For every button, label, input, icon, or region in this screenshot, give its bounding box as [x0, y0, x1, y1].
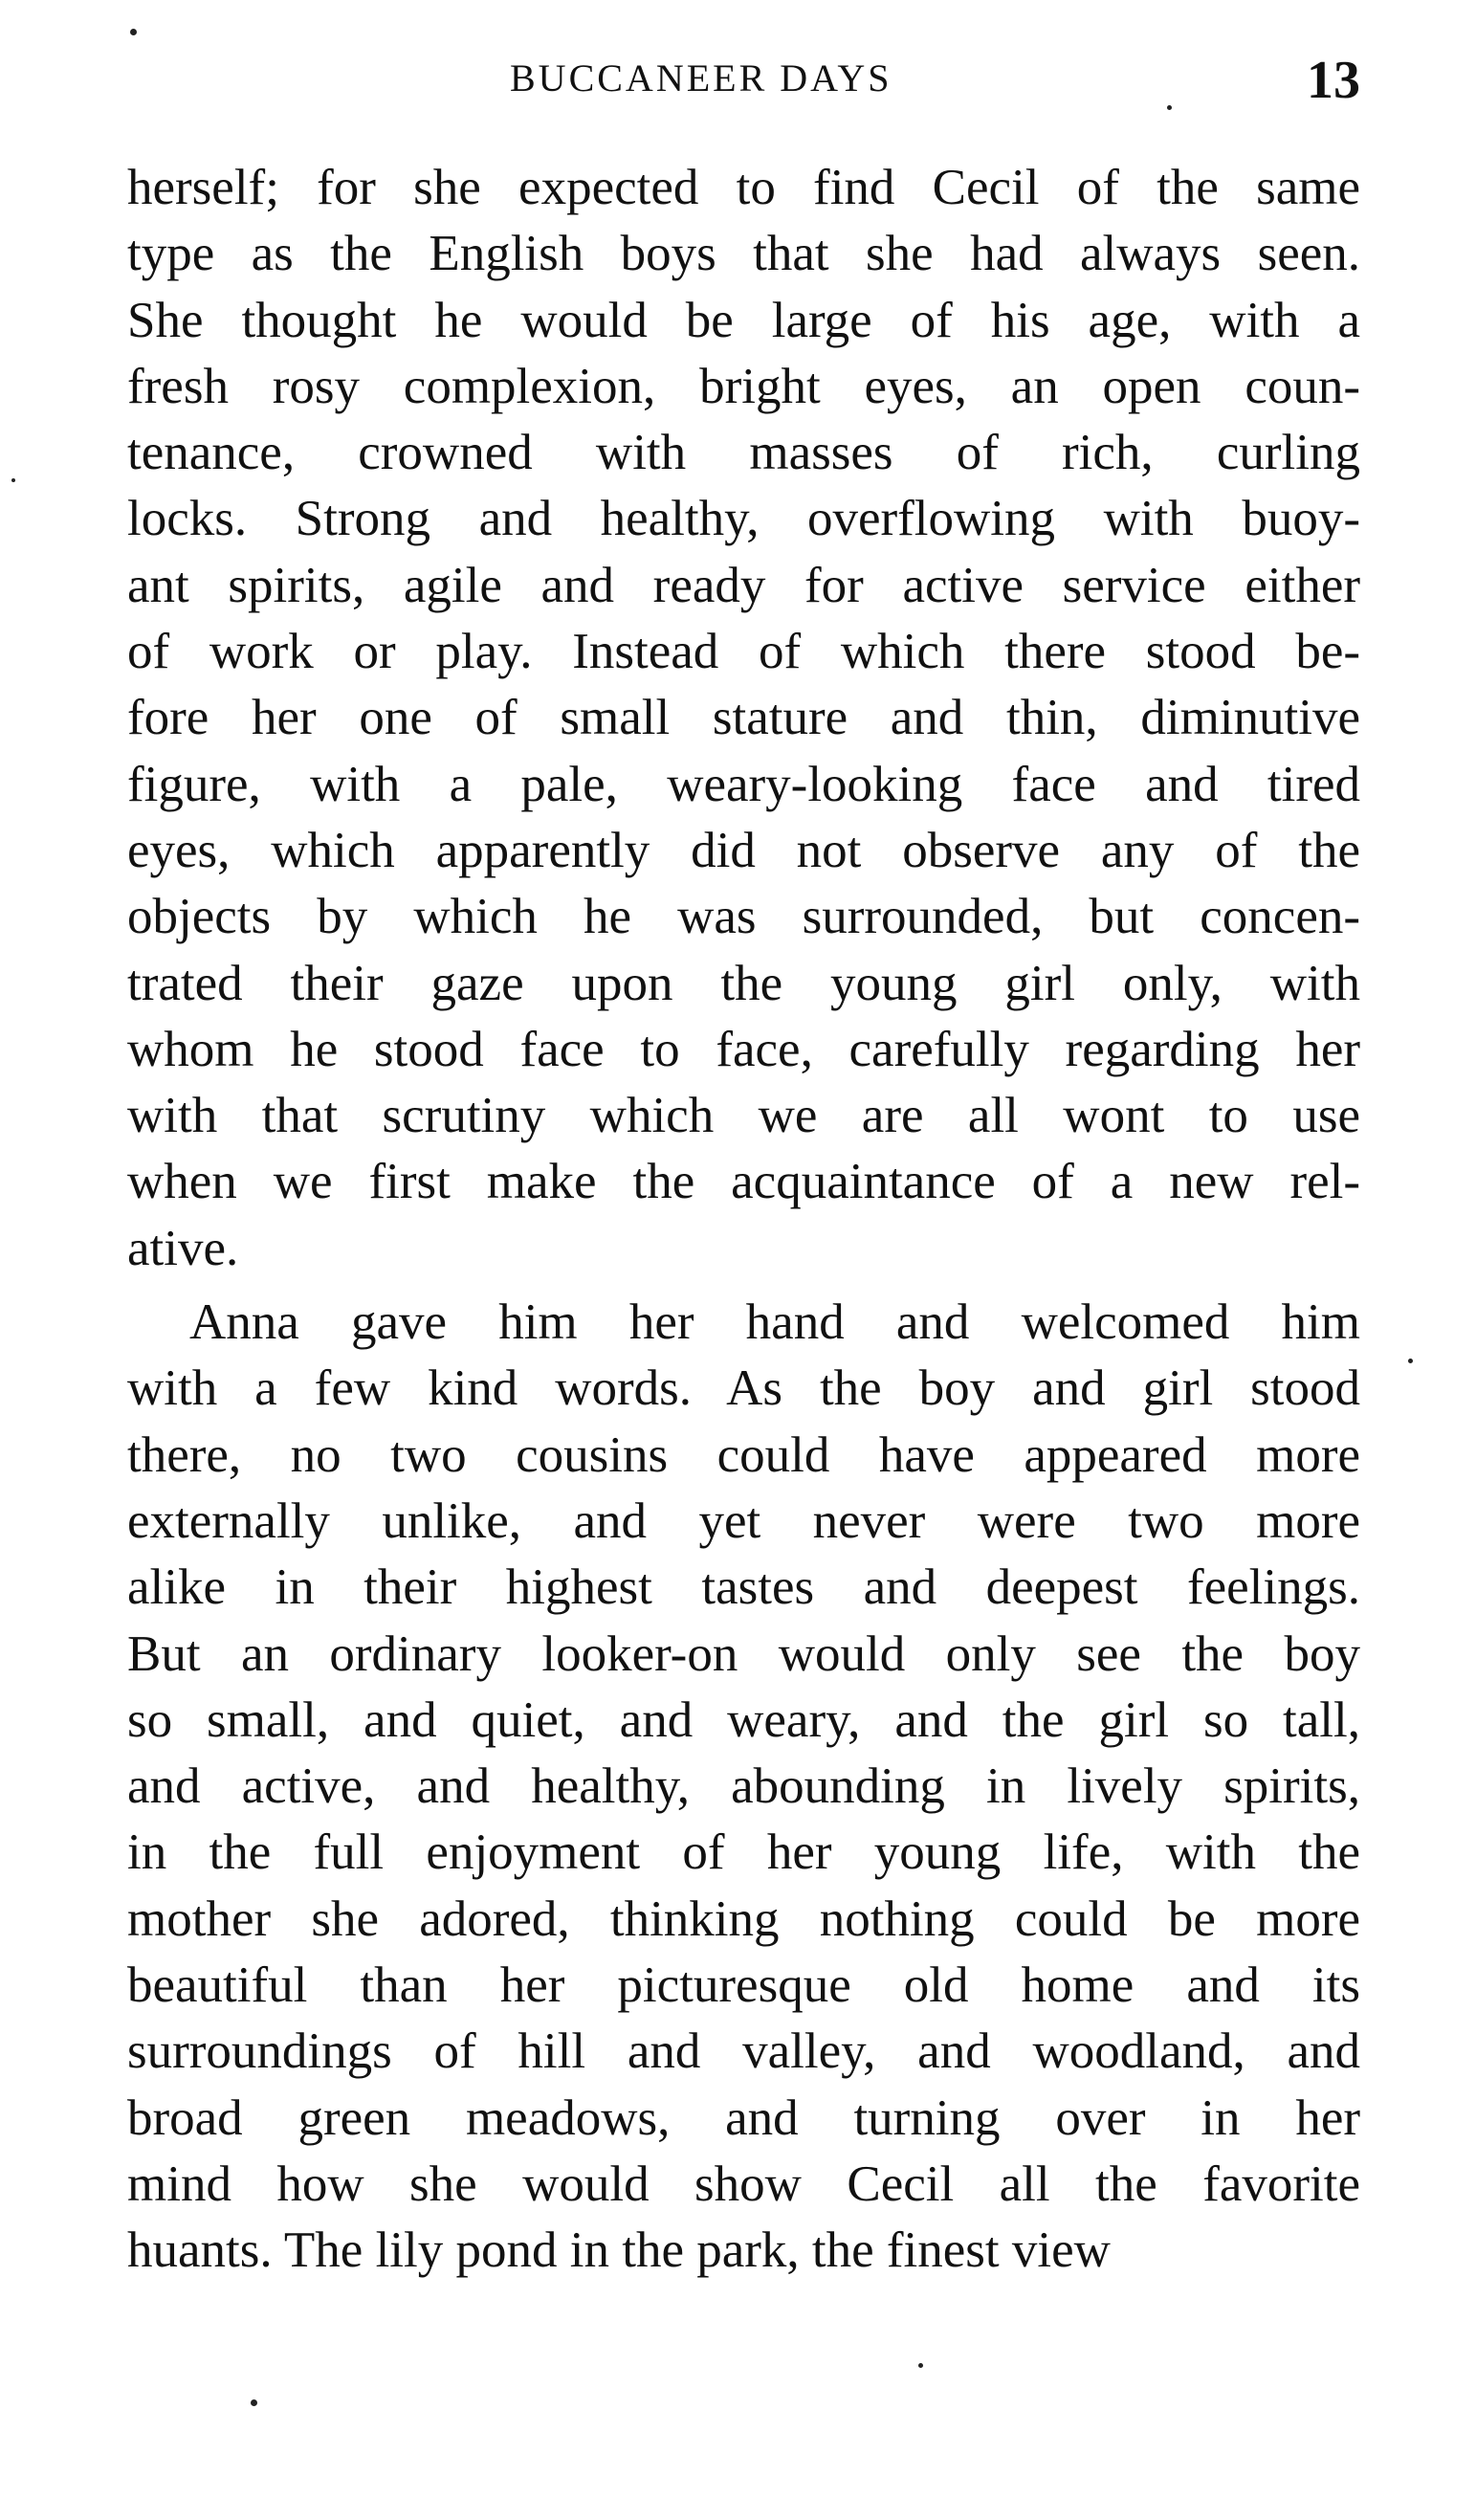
text-line: there, no two cousins could have appeared more [127, 1426, 1360, 1483]
text-line: broad green meadows, and turning over in her [127, 2089, 1360, 2146]
text-line: so small, and quiet, and weary, and the girl so tall, [127, 1691, 1360, 1748]
text-line: mother she adored, thinking nothing could be more [127, 1890, 1360, 1947]
text-line: with a few kind words. As the boy and girl stood [127, 1360, 1360, 1417]
text-line: mind how she would show Cecil all the favorite [127, 2155, 1360, 2212]
text-line: locks. Strong and healthy, overflowing with buoy- [127, 491, 1360, 547]
text-line: She thought he would be large of his age, with a [127, 292, 1360, 348]
print-speck [1167, 105, 1172, 110]
print-speck [1408, 1359, 1413, 1363]
text-line: beautiful than her picturesque old home and its [127, 1957, 1360, 2014]
print-speck [11, 478, 15, 482]
text-line: trated their gaze upon the young girl only, with [127, 955, 1360, 1011]
text-line: externally unlike, and yet never were two more [127, 1492, 1360, 1549]
text-line: Anna gave him her hand and welcomed him [189, 1294, 1360, 1351]
print-speck [918, 2363, 923, 2368]
body-text [127, 155, 1360, 2285]
text-line: fore her one of small stature and thin, diminutive [127, 690, 1360, 746]
paragraph-gap [127, 1282, 1360, 1290]
text-line: with that scrutiny which we are all wont to use [127, 1088, 1360, 1144]
text-line: ant spirits, agile and ready for active service either [127, 557, 1360, 613]
text-line: alike in their highest tastes and deepest feelings. [127, 1559, 1360, 1616]
text-line: eyes, which apparently did not observe any of the [127, 822, 1360, 878]
text-line: fresh rosy complexion, bright eyes, an open coun- [127, 358, 1360, 414]
print-speck [130, 29, 137, 35]
text-line: ative. [127, 1220, 239, 1276]
text-line: objects by which he was surrounded, but concen- [127, 889, 1360, 945]
text-line: and active, and healthy, abounding in lively spirits, [127, 1758, 1360, 1815]
page-number: 13 [1307, 51, 1360, 110]
text-line: figure, with a pale, weary-looking face and tired [127, 756, 1360, 812]
text-line: huants. The lily pond in the park, the finest view [127, 2222, 1111, 2279]
paragraph-1 [127, 155, 1360, 1282]
paragraph-2 [127, 1290, 1360, 2284]
running-head [127, 50, 1360, 117]
text-line: type as the English boys that she had always seen. [127, 226, 1360, 282]
text-line: when we first make the acquaintance of a new rel- [127, 1154, 1360, 1210]
print-speck [251, 2399, 257, 2406]
running-title: BUCCANEER DAYS [510, 56, 892, 99]
text-line: herself; for she expected to find Cecil of the same [127, 160, 1360, 215]
text-line: of work or play. Instead of which there stood be- [127, 624, 1360, 680]
text-line: tenance, crowned with masses of rich, curling [127, 425, 1360, 481]
text-line: But an ordinary looker-on would only see the boy [127, 1625, 1360, 1682]
text-line: in the full enjoyment of her young life, with the [127, 1824, 1360, 1881]
text-line: surroundings of hill and valley, and woodland, and [127, 2023, 1360, 2080]
text-line: whom he stood face to face, carefully regarding her [127, 1021, 1360, 1077]
